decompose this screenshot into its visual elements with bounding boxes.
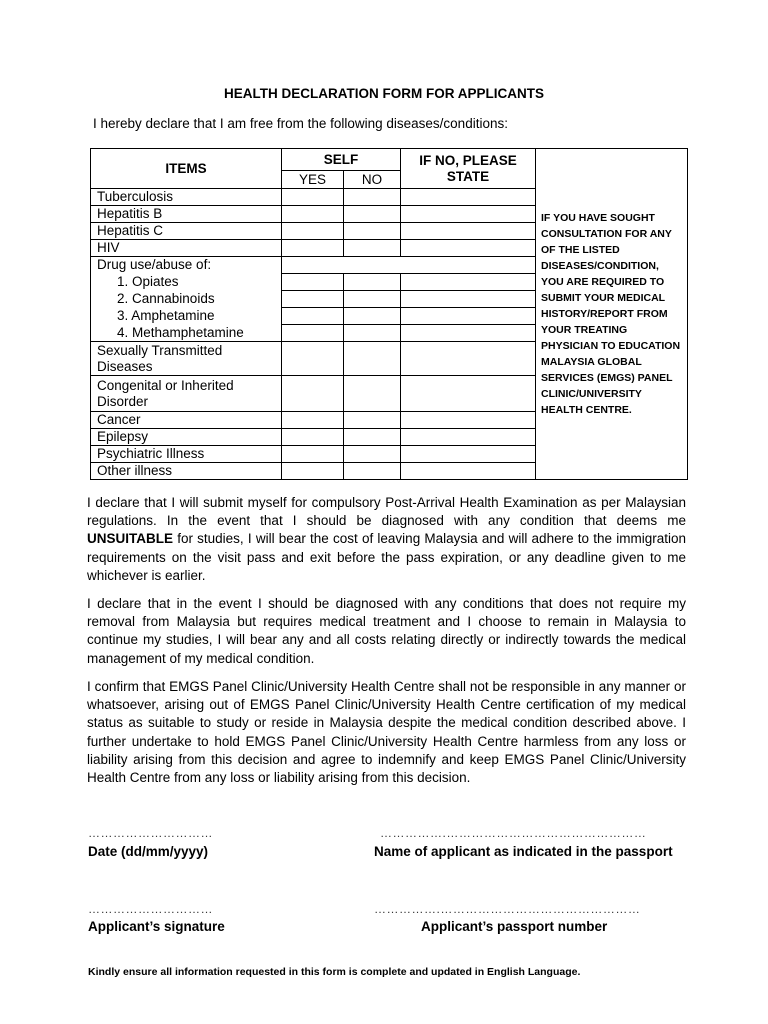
- items-header: ITEMS: [91, 149, 282, 189]
- yes-cell[interactable]: [282, 291, 344, 308]
- item-amphetamine: 3. Amphetamine: [91, 308, 282, 325]
- state-cell[interactable]: [401, 342, 536, 376]
- state-cell[interactable]: [401, 446, 536, 463]
- no-cell[interactable]: [344, 412, 401, 429]
- declaration-paragraph-1: [87, 494, 686, 585]
- signature-line[interactable]: …………………………: [88, 902, 213, 916]
- no-cell[interactable]: [344, 189, 401, 206]
- item-other-illness: Other illness: [91, 463, 282, 480]
- passport-number-line[interactable]: …………….…………………………………………: [374, 902, 641, 916]
- yes-cell[interactable]: [282, 223, 344, 240]
- no-cell[interactable]: [344, 291, 401, 308]
- yes-cell[interactable]: [282, 446, 344, 463]
- no-header: NO: [344, 171, 401, 189]
- applicant-signature-label: Applicant’s signature: [88, 919, 225, 934]
- state-cell[interactable]: [401, 291, 536, 308]
- consultation-note: IF YOU HAVE SOUGHT CONSULTATION FOR ANY OF THE LISTED DISEASES/CONDITION, YOU ARE REQUIRED TO SUBMIT YOUR MEDICAL HISTORY/REPORT FROM YOUR TREATING PHYSICIAN TO EDUCATION MALAYSIA GLOBAL SERVICES (EMGS) PANEL CLINIC/UNIVERSITY HEALTH CENTRE.: [536, 149, 688, 480]
- applicant-name-label: Name of applicant as indicated in the passport: [374, 844, 673, 859]
- yes-cell[interactable]: [282, 325, 344, 342]
- yes-cell[interactable]: [282, 240, 344, 257]
- state-cell[interactable]: [401, 412, 536, 429]
- no-cell[interactable]: [344, 240, 401, 257]
- no-cell[interactable]: [344, 223, 401, 240]
- no-cell[interactable]: [344, 342, 401, 376]
- item-epilepsy: Epilepsy: [91, 429, 282, 446]
- form-title: HEALTH DECLARATION FORM FOR APPLICANTS: [224, 86, 544, 101]
- item-tuberculosis: Tuberculosis: [91, 189, 282, 206]
- footer-note: Kindly ensure all information requested in this form is complete and updated in English Language.: [88, 966, 581, 978]
- item-congenital-disorder: Congenital or Inherited Disorder: [91, 376, 282, 412]
- intro-text: I hereby declare that I am free from the following diseases/conditions:: [93, 116, 508, 131]
- passport-number-label: Applicant’s passport number: [421, 919, 608, 934]
- no-cell[interactable]: [344, 206, 401, 223]
- declaration-paragraph-3: I confirm that EMGS Panel Clinic/University Health Centre shall not be responsible in any manner or whatsoever, arising out of EMGS Panel Clinic/University Health Centre certification of my medical status as suitable to study or reside in Malaysia despite the medical condition described above. I further undertake to hold EMGS Panel Clinic/University Health Centre harmless from any loss or liability arising from this decision and agree to indemnify and keep EMGS Panel Clinic/University Health Centre from any loss or liability arising from this decision.: [87, 679, 686, 786]
- unsuitable-emphasis: UNSUITABLE: [87, 531, 173, 547]
- yes-cell[interactable]: [282, 342, 344, 376]
- item-cannabinoids: 2. Cannabinoids: [91, 291, 282, 308]
- state-cell[interactable]: [401, 308, 536, 325]
- no-cell[interactable]: [344, 463, 401, 480]
- yes-cell[interactable]: [282, 412, 344, 429]
- state-cell[interactable]: [401, 376, 536, 412]
- state-header: IF NO, PLEASE STATE: [401, 149, 536, 189]
- item-cancer: Cancer: [91, 412, 282, 429]
- yes-cell[interactable]: [282, 189, 344, 206]
- no-cell[interactable]: [344, 325, 401, 342]
- state-cell[interactable]: [401, 274, 536, 291]
- state-cell[interactable]: [401, 189, 536, 206]
- no-cell[interactable]: [344, 274, 401, 291]
- yes-cell[interactable]: [282, 274, 344, 291]
- yes-header: YES: [282, 171, 344, 189]
- para1-text-start: I declare that I will submit myself for compulsory Post-Arrival Health Examination as per Malaysian regulations. In the event that I should be diagnosed with any condition that deems me: [87, 495, 686, 529]
- declaration-paragraph-2: I declare that in the event I should be diagnosed with any conditions that does not require my removal from Malaysia but requires medical treatment and I choose to remain in Malaysia to continue my studies, I will bear any and all costs relating directly or indirectly towards the medical management of my medical condition.: [87, 596, 686, 666]
- state-cell[interactable]: [401, 429, 536, 446]
- conditions-table: [90, 148, 688, 480]
- no-cell[interactable]: [344, 308, 401, 325]
- item-methamphetamine: 4. Methamphetamine: [91, 325, 282, 342]
- yes-cell[interactable]: [282, 308, 344, 325]
- item-psychiatric-illness: Psychiatric Illness: [91, 446, 282, 463]
- yes-cell[interactable]: [282, 463, 344, 480]
- date-label: Date (dd/mm/yyyy): [88, 844, 209, 859]
- item-sexually-transmitted-diseases: Sexually Transmitted Diseases: [91, 342, 282, 376]
- name-line[interactable]: …………….…………………………………………: [380, 826, 647, 840]
- self-header: SELF: [282, 149, 401, 171]
- no-cell[interactable]: [344, 376, 401, 412]
- date-line[interactable]: …………………………: [88, 826, 213, 840]
- yes-cell[interactable]: [282, 206, 344, 223]
- drug-use-blank-cell: [282, 257, 536, 274]
- yes-cell[interactable]: [282, 429, 344, 446]
- state-cell[interactable]: [401, 206, 536, 223]
- item-hiv: HIV: [91, 240, 282, 257]
- yes-cell[interactable]: [282, 376, 344, 412]
- item-opiates: 1. Opiates: [91, 274, 282, 291]
- state-cell[interactable]: [401, 240, 536, 257]
- item-drug-use: Drug use/abuse of:: [91, 257, 282, 274]
- item-hepatitis-b: Hepatitis B: [91, 206, 282, 223]
- para1-text-end: for studies, I will bear the cost of leaving Malaysia and will adhere to the immigration requirements on the visit pass and exit before the pass expiration, or any deadline given to me whichever is earlier.: [87, 531, 686, 583]
- no-cell[interactable]: [344, 429, 401, 446]
- no-cell[interactable]: [344, 446, 401, 463]
- state-cell[interactable]: [401, 325, 536, 342]
- state-cell[interactable]: [401, 223, 536, 240]
- state-cell[interactable]: [401, 463, 536, 480]
- item-hepatitis-c: Hepatitis C: [91, 223, 282, 240]
